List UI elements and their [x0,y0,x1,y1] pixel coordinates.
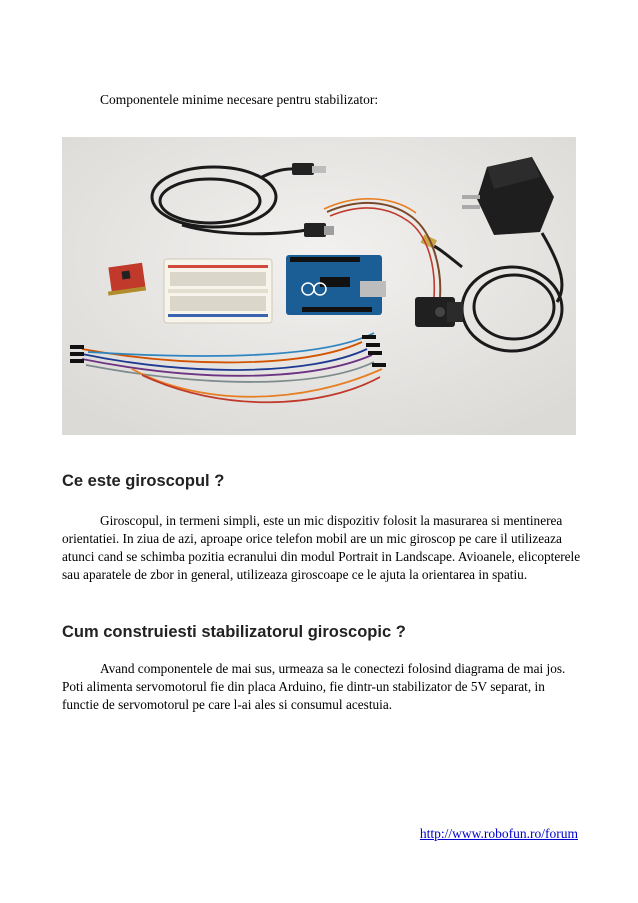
usb-plug-a [292,163,314,175]
forum-link[interactable]: http://www.robofun.ro/forum [419,826,578,841]
components-photo [62,137,576,435]
section-body-gyroscope: Giroscopul, in termeni simpli, este un mic dispozitiv folosit la masurarea si mentinerea orientatiei. In ziua de azi, aproape orice telefon mobil are un mic giroscop pe care il utilizeaza atunci cand se schimba pozitia ecranului din modul Portrait in Landscape. Avioanele, elicopterele sau aparatele de zbor in general, utilizeaza giroscoape ce le ajuta la orientarea in spatiu. [62,513,581,582]
gyro-module [108,263,146,296]
section-body-build: Avand componentele de mai sus, urmeaza sa le conectezi folosind diagrama de mai jos. Poti alimenta servomotorul fie din placa Arduino, fie dintr-un stabilizator de 5V separat, in functie de servomotorul pe care l-ai ales si consumul acestuia. [62,661,566,712]
breadboard [164,259,272,323]
arduino-board [286,255,386,315]
section-heading-build: Cum construiesti stabilizatorul giroscopic ? [62,623,406,641]
section-heading-gyroscope: Ce este giroscopul ? [62,472,225,490]
components-illustration [62,137,576,435]
intro-text: Componentele minime necesare pentru stabilizator: [100,92,379,107]
usb-plug-b [304,223,326,237]
